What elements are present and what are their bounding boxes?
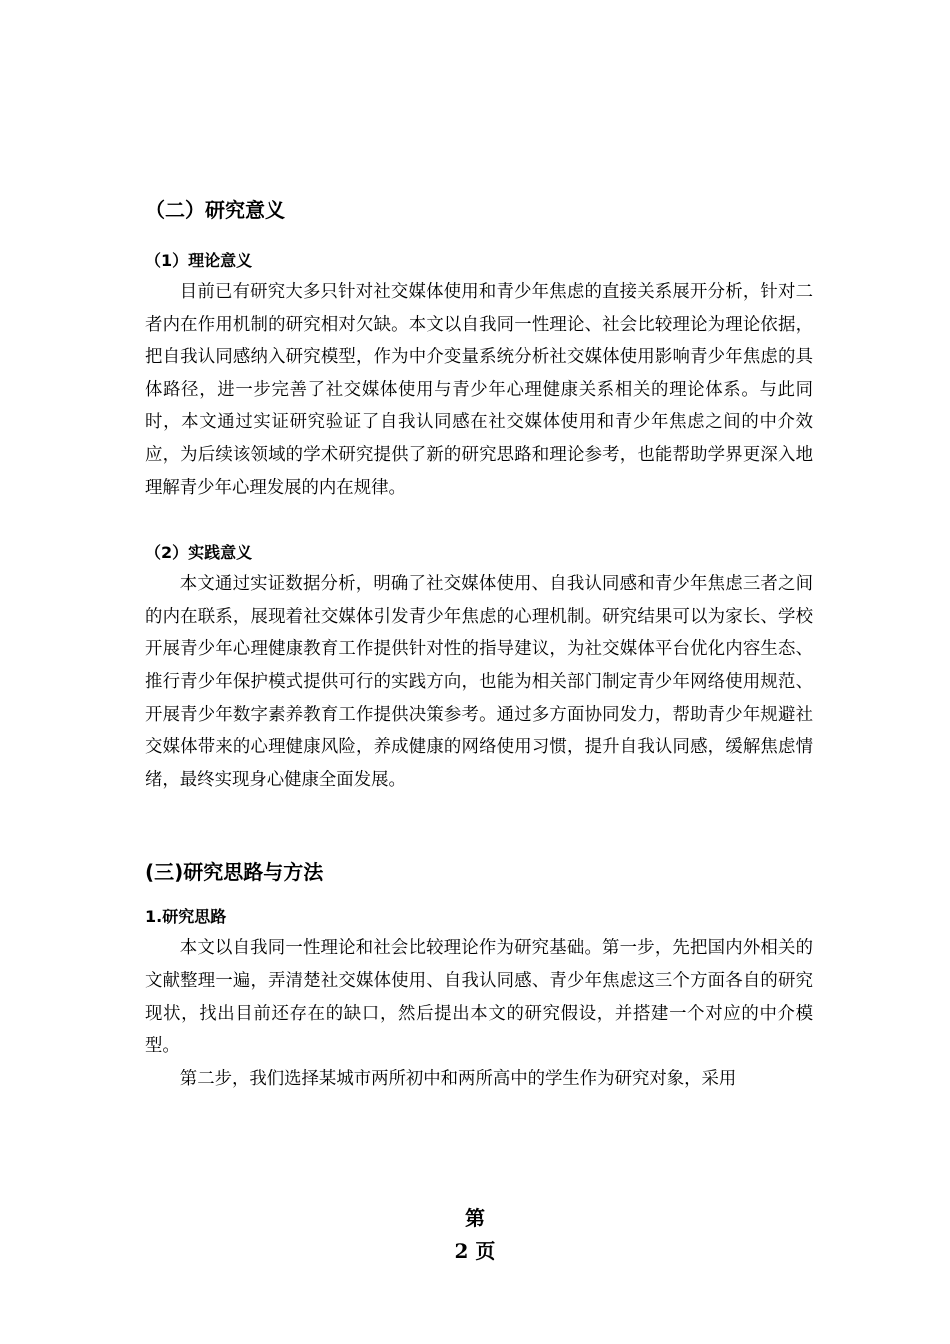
subsection-heading-research-approach: 1.研究思路	[145, 907, 227, 927]
paragraph-practical-significance: 本文通过实证数据分析，明确了社交媒体使用、自我认同感和青少年焦虑三者之间的内在联系，展现着社交媒体引发青少年焦虑的心理机制。研究结果可以为家长、学校开展青少年心理健康教育工作提供针对性的指导建议，为社交媒体平台优化内容生态、推行青少年保护模式提供可行的实践方向，也能为相关部门制定青少年网络使用规范、开展青少年数字素养教育工作提供决策参考。通过多方面协同发力，帮助青少年规避社交媒体带来的心理健康风险，养成健康的网络使用习惯，提升自我认同感，缓解焦虑情绪，最终实现身心健康全面发展。	[145, 574, 813, 790]
subsection-heading-theoretical-significance: （1）理论意义	[145, 251, 253, 270]
subsection-heading-practical-significance: （2）实践意义	[145, 543, 253, 563]
paragraph-research-approach-step2: 第二步，我们选择某城市两所初中和两所高中的学生作为研究对象，采用	[179, 1068, 737, 1089]
page-content	[145, 192, 813, 1095]
page-number-label: 第	[465, 1206, 485, 1230]
paragraph-theoretical-significance: 目前已有研究大多只针对社交媒体使用和青少年焦虑的直接关系展开分析，针对二者内在作用机制的研究相对欠缺。本文以自我同一性理论、社会比较理论为理论依据，把自我认同感纳入研究模型，作为中介变量系统分析社交媒体使用影响青少年焦虑的具体路径，进一步完善了社交媒体使用与青少年心理健康关系相关的理论体系。与此同时，本文通过实证研究验证了自我认同感在社交媒体使用和青少年焦虑之间的中介效应，为后续该领域的学术研究提供了新的研究思路和理论参考，也能帮助学界更深入地理解青少年心理发展的内在规律。	[145, 282, 813, 498]
page-number: 2 页	[454, 1239, 496, 1263]
paragraph-research-approach-step1: 本文以自我同一性理论和社会比较理论作为研究基础。第一步，先把国内外相关的文献整理一遍，弄清楚社交媒体使用、自我认同感、青少年焦虑这三个方面各自的研究现状，找出目前还存在的缺口，然后提出本文的研究假设，并搭建一个对应的中介模型。	[145, 938, 813, 1057]
section-heading-research-significance: （二）研究意义	[145, 198, 285, 222]
section-heading-research-approach-and-methods: (三)研究思路与方法	[145, 860, 324, 885]
